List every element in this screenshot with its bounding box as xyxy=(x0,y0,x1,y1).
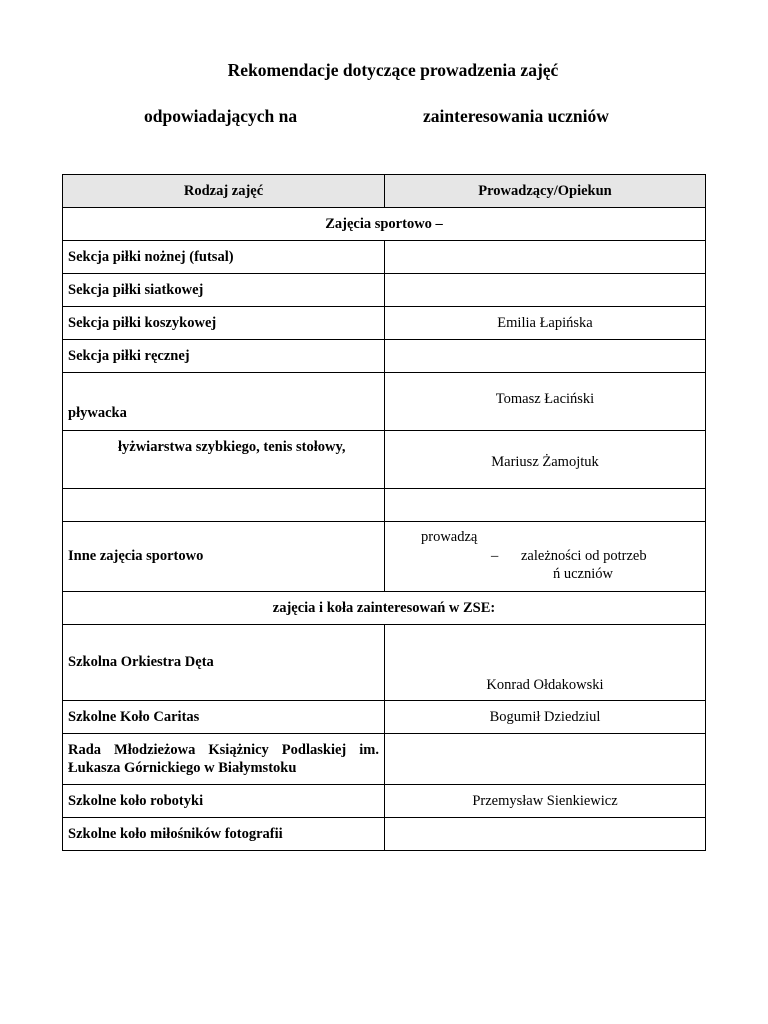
activity-text-line2: Łukasza Górnickiego w Białymstoku xyxy=(68,760,297,776)
leader-cell: Konrad Ołdakowski xyxy=(385,625,706,701)
table-row xyxy=(63,701,706,734)
table-row xyxy=(63,340,706,373)
document-title-line1: Rekomendacje dotyczące prowadzenia zajęć xyxy=(227,60,559,80)
document-title-line2-left: odpowiadających na xyxy=(144,106,298,126)
activity-cell: łyżwiarstwa szybkiego, tenis stołowy, xyxy=(63,431,385,489)
document-title-line2-right: zainteresowania uczniów xyxy=(423,106,609,126)
table-row xyxy=(63,431,706,489)
activity-cell: Sekcja piłki nożnej (futsal) xyxy=(63,241,385,274)
leader-cell: Tomasz Łaciński xyxy=(385,373,706,431)
leader-cell: Przemysław Sienkiewicz xyxy=(385,785,706,818)
leader-text-line1: prowadzą xyxy=(421,529,478,545)
activity-cell xyxy=(63,489,385,522)
activity-cell xyxy=(63,734,385,785)
activity-cell: Sekcja piłki siatkowej xyxy=(63,274,385,307)
table-row xyxy=(63,274,706,307)
table-row xyxy=(63,734,706,785)
activity-cell: Szkolne koło robotyki xyxy=(63,785,385,818)
table-row-other-sports xyxy=(63,522,706,592)
leader-text-line2: zależności od potrzeb xyxy=(521,548,647,564)
table-row xyxy=(63,489,706,522)
activity-cell: Szkolne Koło Caritas xyxy=(63,701,385,734)
leader-cell xyxy=(385,489,706,522)
leader-cell xyxy=(385,241,706,274)
table-header-row xyxy=(63,175,706,208)
activity-text-line1: Rada Młodzieżowa Książnicy Podlaskiej im. xyxy=(68,742,379,758)
leader-cell xyxy=(385,522,706,592)
leader-text-dash: – xyxy=(491,548,499,564)
leader-cell xyxy=(385,340,706,373)
header-activity-type: Rodzaj zajęć xyxy=(63,175,385,208)
leader-cell xyxy=(385,818,706,851)
section-interests-label: zajęcia i koła zainteresowań w ZSE: xyxy=(63,592,706,625)
leader-cell: Mariusz Żamojtuk xyxy=(385,431,706,489)
activity-cell: pływacka xyxy=(63,373,385,431)
activity-cell: Szkolne koło miłośników fotografii xyxy=(63,818,385,851)
table-row xyxy=(63,625,706,701)
table-row xyxy=(63,818,706,851)
table-row xyxy=(63,373,706,431)
activity-cell: Szkolna Orkiestra Dęta xyxy=(63,625,385,701)
section-row-interests xyxy=(63,592,706,625)
table-row xyxy=(63,307,706,340)
activity-cell: Sekcja piłki koszykowej xyxy=(63,307,385,340)
header-leader: Prowadzący/Opiekun xyxy=(385,175,706,208)
leader-cell xyxy=(385,734,706,785)
section-row-sports xyxy=(63,208,706,241)
leader-cell: Emilia Łapińska xyxy=(385,307,706,340)
activity-cell: Inne zajęcia sportowo xyxy=(63,522,385,592)
leader-cell xyxy=(385,274,706,307)
section-sports-label: Zajęcia sportowo – xyxy=(63,208,706,241)
activity-cell: Sekcja piłki ręcznej xyxy=(63,340,385,373)
table-row xyxy=(63,241,706,274)
leader-text-line3: ń uczniów xyxy=(553,566,613,582)
table-row xyxy=(63,785,706,818)
leader-cell: Bogumił Dziedziul xyxy=(385,701,706,734)
activities-table xyxy=(62,174,706,851)
